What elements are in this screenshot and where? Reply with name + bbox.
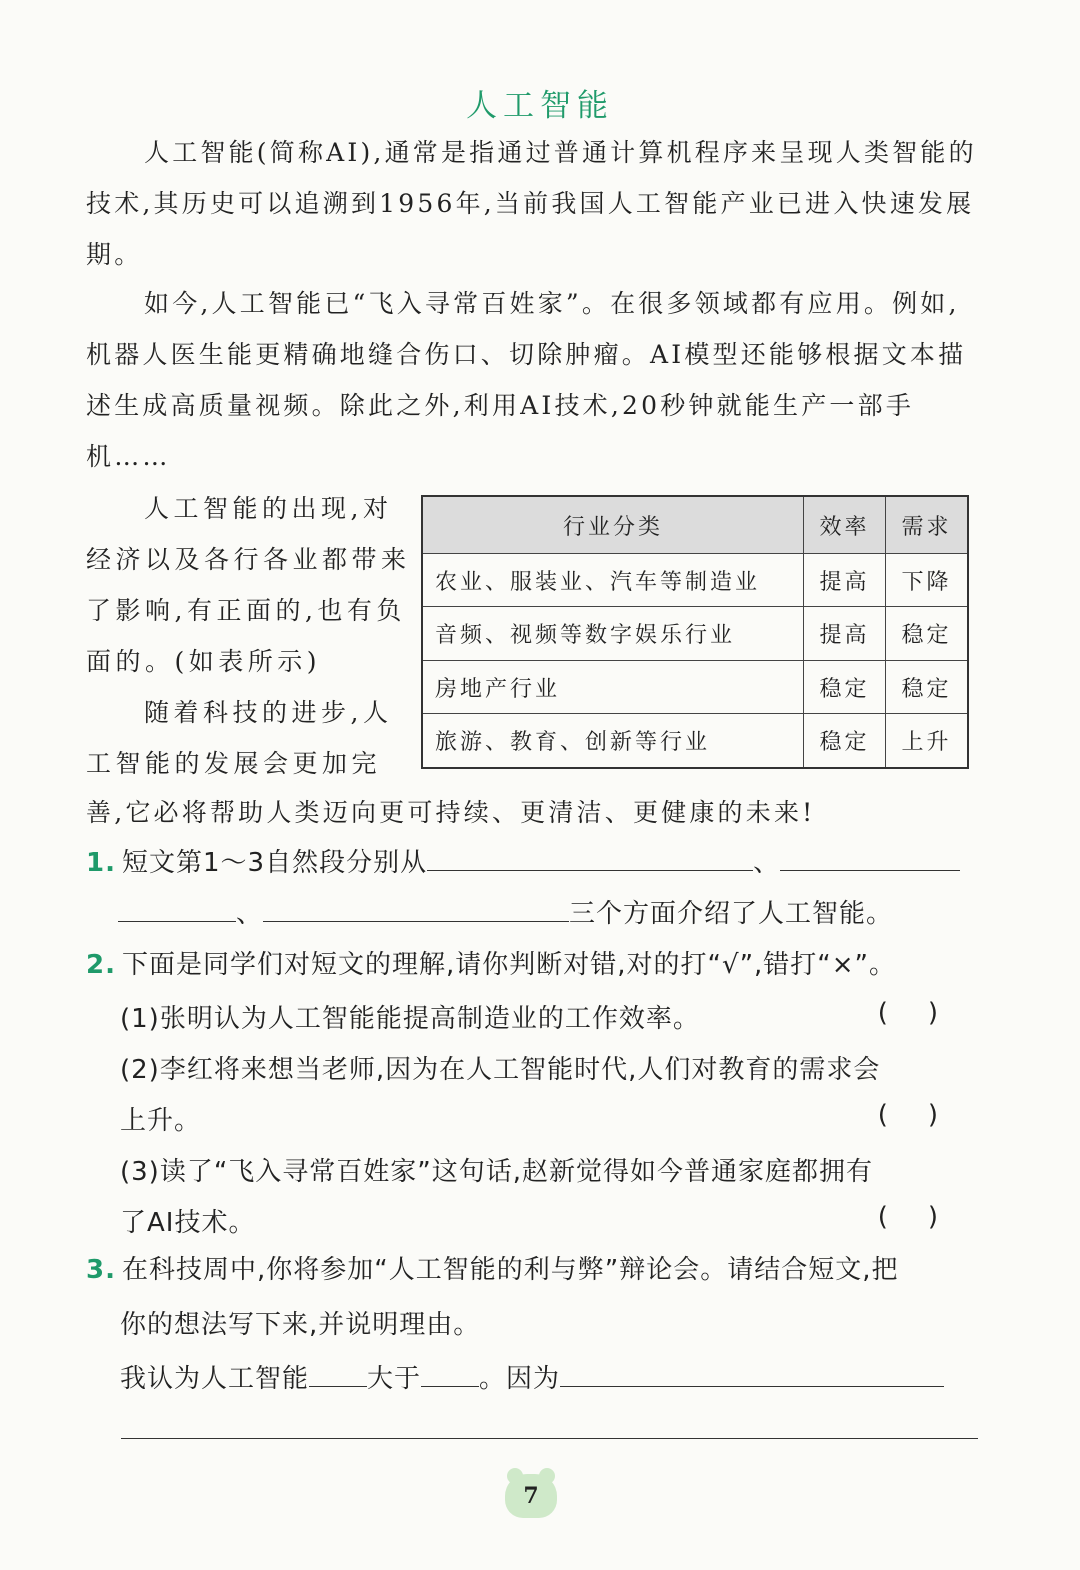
page-title: 人工智能 xyxy=(466,88,614,124)
question-2-item-2-cont: 上升。 xyxy=(120,1106,202,1136)
paragraph-2: 如今,人工智能已“飞入寻常百姓家”。在很多领域都有应用。例如,机器人医生能更精确地缝合伤口、切除肿瘤。AI模型还能够根据文本描述生成高质量视频。除此之外,利用AI技术,20秒钟就能生产一部手机…… xyxy=(86,289,967,471)
answer-blank[interactable] xyxy=(421,1356,479,1387)
table-cell: 稳定 xyxy=(804,660,886,713)
answer-paren[interactable]: () xyxy=(877,1202,978,1232)
paragraph-3-text: 人工智能的出现,对经济以及各行各业都带来了影响,有正面的,也有负面的。(如表所示) xyxy=(86,494,411,676)
answer-blank[interactable] xyxy=(780,840,960,871)
question-1: 1. 短文第1～3自然段分别从 、 xyxy=(86,838,978,889)
paragraph-1: 人工智能(简称AI),通常是指通过普通计算机程序来呈现人类智能的技术,其历史可以追溯到1956年,当前我国人工智能产业已进入快速发展期。 xyxy=(86,138,977,269)
header-demand: 需求 xyxy=(885,496,968,554)
table-cell: 稳定 xyxy=(885,607,968,660)
header-industry: 行业分类 xyxy=(422,496,804,554)
answer-line[interactable] xyxy=(121,1438,978,1439)
table-cell: 农业、服装业、汽车等制造业 xyxy=(422,554,804,607)
answer-paren[interactable]: () xyxy=(877,1100,978,1130)
question-3-line-2: 你的想法写下来,并说明理由。 xyxy=(120,1310,481,1340)
question-2-item-3-cont: 了AI技术。 xyxy=(120,1208,256,1238)
question-2-item-1: (1)张明认为人工智能能提高制造业的工作效率。 xyxy=(120,1004,700,1034)
answer-paren[interactable]: () xyxy=(877,998,978,1028)
question-3-fill: 我认为人工智能 大于 。因为 xyxy=(120,1356,944,1395)
table-cell: 上升 xyxy=(885,714,968,768)
question-2-number: 2. xyxy=(86,950,116,980)
table-cell: 下降 xyxy=(885,554,968,607)
table-cell: 稳定 xyxy=(804,714,886,768)
answer-blank[interactable] xyxy=(427,840,753,871)
answer-blank[interactable] xyxy=(263,891,569,922)
answer-blank[interactable] xyxy=(118,891,236,922)
table-header-row xyxy=(422,496,968,554)
question-2-item-3: (3)读了“飞入寻常百姓家”这句话,赵新觉得如今普通家庭都拥有 xyxy=(120,1157,874,1187)
table-row xyxy=(422,554,968,607)
question-3: 3. 在科技周中,你将参加“人工智能的利与弊”辩论会。请结合短文,把 xyxy=(86,1245,978,1296)
table-cell: 提高 xyxy=(804,607,886,660)
question-2: 2. 下面是同学们对短文的理解,请你判断对错,对的打“√”,错打“×”。 xyxy=(86,940,978,991)
paragraph-3 xyxy=(86,483,412,789)
question-1-line-2: 、 三个方面介绍了人工智能。 xyxy=(86,889,978,940)
table-cell: 提高 xyxy=(804,554,886,607)
table-cell: 房地产行业 xyxy=(422,660,804,713)
question-2-item-2: (2)李红将来想当老师,因为在人工智能时代,人们对教育的需求会 xyxy=(120,1055,881,1085)
question-3-number: 3. xyxy=(86,1255,116,1285)
answer-blank[interactable] xyxy=(309,1356,367,1387)
paragraph-4-continued: 善,它必将帮助人类迈向更可持续、更清洁、更健康的未来! xyxy=(86,798,816,827)
answer-blank[interactable] xyxy=(560,1356,944,1387)
table-cell: 音频、视频等数字娱乐行业 xyxy=(422,607,804,660)
header-efficiency: 效率 xyxy=(804,496,886,554)
table-row xyxy=(422,714,968,768)
industry-table xyxy=(421,495,969,769)
table-row xyxy=(422,660,968,713)
page-number: 7 xyxy=(505,1474,557,1518)
table-cell: 旅游、教育、创新等行业 xyxy=(422,714,804,768)
table-row xyxy=(422,607,968,660)
table-cell: 稳定 xyxy=(885,660,968,713)
question-1-number: 1. xyxy=(86,848,116,878)
paragraph-4-text: 随着科技的进步,人工智能的发展会更加完 xyxy=(86,698,393,778)
